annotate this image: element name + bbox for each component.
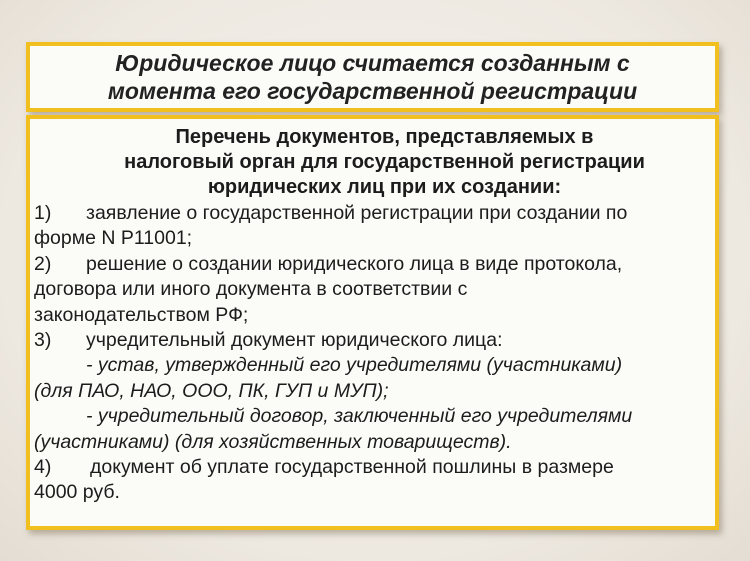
item-text: документ об уплате государственной пошлины в размере <box>90 456 614 479</box>
item-number: 2) <box>34 252 52 275</box>
content-box <box>26 115 719 530</box>
heading-line-1: Перечень документов, представляемых в <box>175 126 594 148</box>
title-line-1: Юридическое лицо считается созданным с <box>115 50 630 76</box>
list-item-2 <box>34 252 705 328</box>
item-text-continued: договора или иного документа в соответствии с <box>34 278 468 301</box>
subitem-text-continued: (участниками) (для хозяйственных товариществ). <box>34 430 512 453</box>
list-subitem-agreement <box>34 404 705 455</box>
item-number: 4) <box>34 456 52 479</box>
item-text-continued: 4000 руб. <box>34 481 120 504</box>
heading-line-2: налоговый орган для государственной регистрации <box>124 151 645 173</box>
item-text-continued: форме N Р11001; <box>34 227 193 250</box>
list-item-1 <box>34 201 705 252</box>
item-number: 3) <box>34 329 52 352</box>
item-text: заявление о государственной регистрации при создании по <box>86 202 628 224</box>
item-text-continued: законодательством РФ; <box>34 303 249 326</box>
heading-line-3: юридических лиц при их создании: <box>207 176 562 198</box>
subitem-text: - устав, утвержденный его учредителями (участниками) <box>86 354 623 377</box>
title-box <box>26 42 719 112</box>
subitem-text-continued: (для ПАО, НАО, ООО, ПК, ГУП и МУП); <box>34 379 389 402</box>
item-text: решение о создании юридического лица в виде протокола, <box>86 252 623 275</box>
item-number: 1) <box>34 202 52 224</box>
list-heading <box>34 125 705 200</box>
list-item-4 <box>34 455 705 506</box>
subitem-text: - учредительный договор, заключенный его учредителями <box>86 405 633 428</box>
title-line-2: момента его государственной регистрации <box>107 78 638 104</box>
list-item-3 <box>34 328 705 353</box>
item-text: учредительный документ юридического лица: <box>86 329 503 352</box>
slide-title <box>93 49 653 105</box>
list-subitem-charter <box>34 353 705 404</box>
